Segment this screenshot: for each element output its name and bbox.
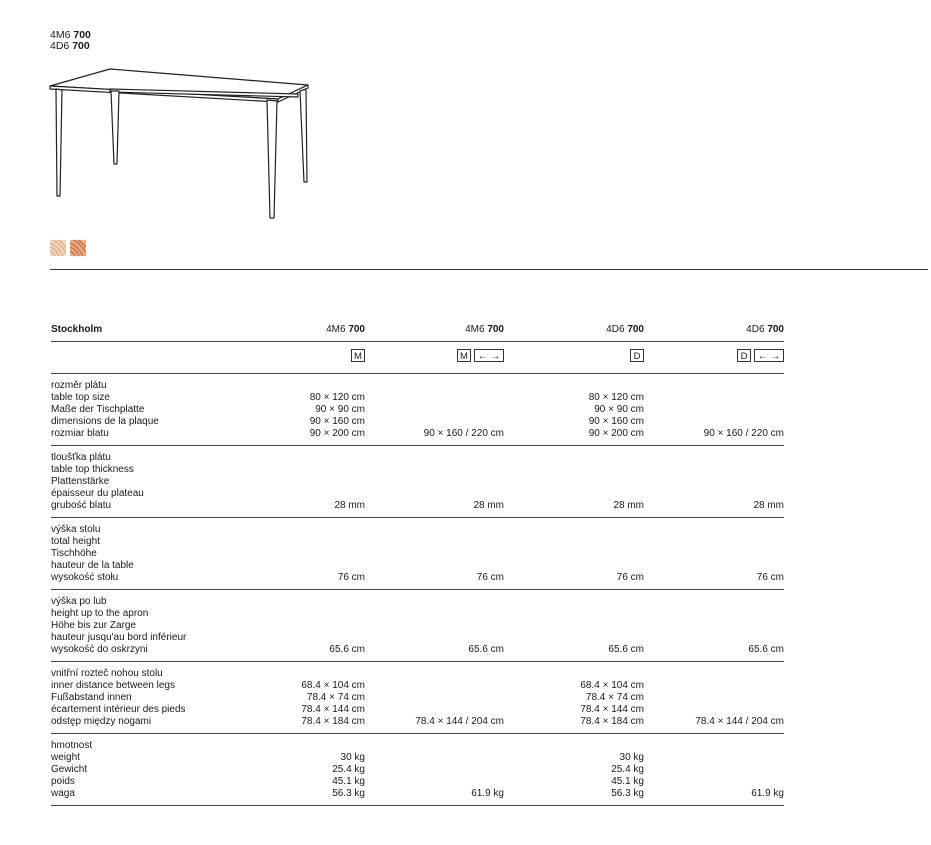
spec-value-column bbox=[580, 668, 644, 728]
spec-value: 30 kg bbox=[619, 752, 644, 763]
spec-value: 90 × 160 / 220 cm bbox=[423, 428, 504, 439]
spec-value: 68.4 × 104 cm bbox=[301, 680, 365, 691]
spacer bbox=[334, 488, 365, 500]
spacer bbox=[617, 524, 644, 536]
wood-swatch-dark bbox=[70, 240, 86, 256]
spacer bbox=[757, 524, 784, 536]
spacer bbox=[329, 596, 365, 608]
spacer bbox=[329, 608, 365, 620]
spec-row bbox=[51, 590, 784, 662]
spec-value: 30 kg bbox=[340, 752, 365, 763]
spacer bbox=[751, 752, 784, 764]
spec-value: 90 × 200 cm bbox=[309, 428, 365, 439]
spec-value: 25.4 kg bbox=[332, 764, 365, 775]
spacer bbox=[748, 596, 784, 608]
spacer bbox=[748, 620, 784, 632]
spec-label: hauteur de la table bbox=[51, 560, 134, 571]
spacer bbox=[751, 776, 784, 788]
spacer bbox=[704, 416, 784, 428]
spacer bbox=[471, 752, 504, 764]
spec-label: hauteur jusqu'au bord inférieur bbox=[51, 632, 187, 643]
spacer bbox=[338, 536, 365, 548]
spacer bbox=[471, 740, 504, 752]
spec-value-column bbox=[329, 596, 365, 656]
material-swatches bbox=[50, 240, 86, 256]
spec-label: inner distance between legs bbox=[51, 680, 175, 691]
extendable-arrows-icon: ← → bbox=[754, 349, 784, 362]
spacer bbox=[468, 632, 504, 644]
spec-value-column bbox=[468, 596, 504, 656]
spec-value: 65.6 cm bbox=[748, 644, 784, 655]
spacer bbox=[613, 488, 644, 500]
table-illustration bbox=[48, 66, 313, 221]
spacer bbox=[580, 668, 644, 680]
spec-label: vnitřní rozteč nohou stolu bbox=[51, 668, 163, 679]
spacer bbox=[415, 668, 504, 680]
spec-row bbox=[51, 446, 784, 518]
spec-value-column bbox=[589, 380, 644, 440]
spec-value-column bbox=[748, 596, 784, 656]
spec-value: 76 cm bbox=[756, 572, 784, 583]
spec-row bbox=[51, 374, 784, 446]
spec-row-labels bbox=[51, 740, 92, 800]
column-icons bbox=[457, 349, 504, 362]
spec-label: wysokość stołu bbox=[51, 572, 119, 583]
spec-row-labels bbox=[51, 524, 134, 584]
spec-value: 25.4 kg bbox=[611, 764, 644, 775]
spec-value: 28 mm bbox=[334, 500, 365, 511]
spec-data-rows bbox=[51, 374, 784, 806]
spec-label: výška po lub bbox=[51, 596, 107, 607]
column-icons bbox=[630, 349, 644, 362]
spec-row-labels bbox=[51, 668, 186, 728]
spec-label: table top thickness bbox=[51, 464, 134, 475]
section-divider bbox=[50, 269, 928, 270]
product-codes bbox=[50, 30, 91, 52]
column-icons bbox=[351, 349, 365, 362]
spacer bbox=[468, 620, 504, 632]
spacer bbox=[310, 380, 365, 392]
spec-value-column bbox=[751, 740, 784, 800]
spec-label: height up to the apron bbox=[51, 608, 149, 619]
series-title: Stockholm bbox=[51, 324, 103, 335]
spec-value-column bbox=[310, 380, 365, 440]
spec-label: rozmiar blatu bbox=[51, 428, 109, 439]
spacer bbox=[704, 404, 784, 416]
spec-value-column bbox=[611, 740, 644, 800]
spec-value-column bbox=[757, 524, 784, 584]
spec-label: tloušťka plátu bbox=[51, 452, 111, 463]
spec-value-column bbox=[301, 668, 365, 728]
spec-table bbox=[51, 322, 784, 806]
spacer bbox=[468, 608, 504, 620]
spacer bbox=[748, 608, 784, 620]
column-header: 4D6 700 bbox=[746, 324, 784, 335]
spacer bbox=[617, 560, 644, 572]
spacer bbox=[338, 524, 365, 536]
spec-label: weight bbox=[51, 752, 80, 763]
spec-label: odstęp między nogami bbox=[51, 716, 152, 727]
column-icons bbox=[737, 349, 784, 362]
spacer bbox=[695, 680, 784, 692]
leg-type-icon: M bbox=[457, 349, 471, 362]
spec-value: 78.4 × 74 cm bbox=[306, 692, 365, 703]
spec-value: 78.4 × 184 cm bbox=[580, 716, 644, 727]
spec-label: Fußabstand innen bbox=[51, 692, 132, 703]
spacer bbox=[415, 680, 504, 692]
spacer bbox=[748, 632, 784, 644]
spec-value-column bbox=[415, 668, 504, 728]
spec-value: 61.9 kg bbox=[751, 788, 784, 799]
spacer bbox=[704, 392, 784, 404]
column-header: 4M6 700 bbox=[465, 324, 504, 335]
spec-icon-row bbox=[51, 342, 784, 374]
spec-value-column bbox=[753, 452, 784, 512]
spec-label: waga bbox=[51, 788, 75, 799]
spec-value: 90 × 160 / 220 cm bbox=[703, 428, 784, 439]
spec-value: 78.4 × 144 cm bbox=[301, 704, 365, 715]
spec-label: Gewicht bbox=[51, 764, 88, 775]
spec-value: 76 cm bbox=[616, 572, 644, 583]
spacer bbox=[753, 476, 784, 488]
spacer bbox=[473, 464, 504, 476]
product-code-1: 4M6 700 bbox=[50, 29, 91, 41]
spacer bbox=[611, 740, 644, 752]
spacer bbox=[613, 464, 644, 476]
spacer bbox=[617, 548, 644, 560]
spec-value: 90 × 160 cm bbox=[309, 416, 365, 427]
spacer bbox=[757, 560, 784, 572]
spec-value-column bbox=[332, 740, 365, 800]
spacer bbox=[424, 416, 504, 428]
spec-value: 65.6 cm bbox=[468, 644, 504, 655]
spec-label: Maße der Tischplatte bbox=[51, 404, 145, 415]
spec-row-labels bbox=[51, 596, 186, 656]
spec-value: 28 mm bbox=[613, 500, 644, 511]
spec-value: 76 cm bbox=[337, 572, 365, 583]
spacer bbox=[329, 620, 365, 632]
leg-type-icon: D bbox=[630, 349, 644, 362]
spacer bbox=[613, 476, 644, 488]
extendable-arrows-icon: ← → bbox=[474, 349, 504, 362]
spec-row bbox=[51, 734, 784, 806]
spacer bbox=[757, 548, 784, 560]
spec-row-labels bbox=[51, 380, 159, 440]
spacer bbox=[751, 764, 784, 776]
spacer bbox=[695, 668, 784, 680]
spec-value-column bbox=[473, 452, 504, 512]
spacer bbox=[753, 452, 784, 464]
spacer bbox=[301, 668, 365, 680]
spacer bbox=[751, 740, 784, 752]
spec-label: épaisseur du plateau bbox=[51, 488, 144, 499]
spacer bbox=[477, 536, 504, 548]
spacer bbox=[589, 380, 644, 392]
spec-value: 90 × 200 cm bbox=[588, 428, 644, 439]
spec-value: 28 mm bbox=[753, 500, 784, 511]
spacer bbox=[415, 692, 504, 704]
spec-label: wysokość do oskrzyni bbox=[51, 644, 148, 655]
spacer bbox=[473, 452, 504, 464]
column-header: 4M6 700 bbox=[326, 324, 365, 335]
wood-swatch-light bbox=[50, 240, 66, 256]
spec-row bbox=[51, 518, 784, 590]
spacer bbox=[473, 476, 504, 488]
spec-value: 56.3 kg bbox=[332, 788, 365, 799]
spec-label: dimensions de la plaque bbox=[51, 416, 159, 427]
spec-value-column bbox=[704, 380, 784, 440]
spec-value: 90 × 90 cm bbox=[315, 404, 365, 415]
spacer bbox=[415, 704, 504, 716]
spec-value-column bbox=[334, 452, 365, 512]
spec-value-column bbox=[608, 596, 644, 656]
spec-value: 56.3 kg bbox=[611, 788, 644, 799]
spec-value: 45.1 kg bbox=[332, 776, 365, 787]
spacer bbox=[608, 608, 644, 620]
product-code-2: 4D6 700 bbox=[50, 40, 90, 52]
spacer bbox=[473, 488, 504, 500]
spec-value: 68.4 × 104 cm bbox=[580, 680, 644, 691]
spacer bbox=[753, 464, 784, 476]
spacer bbox=[608, 620, 644, 632]
leg-type-icon: M bbox=[351, 349, 365, 362]
spacer bbox=[468, 596, 504, 608]
spacer bbox=[608, 596, 644, 608]
spacer bbox=[424, 404, 504, 416]
spec-value-column bbox=[613, 452, 644, 512]
spec-value-column bbox=[617, 524, 644, 584]
spec-value: 78.4 × 144 cm bbox=[580, 704, 644, 715]
spacer bbox=[753, 488, 784, 500]
spec-value: 65.6 cm bbox=[608, 644, 644, 655]
spec-label: Plattenstärke bbox=[51, 476, 110, 487]
spec-label: rozměr plátu bbox=[51, 380, 107, 391]
spacer bbox=[329, 632, 365, 644]
spacer bbox=[334, 464, 365, 476]
spacer bbox=[424, 380, 504, 392]
spec-value: 90 × 160 cm bbox=[588, 416, 644, 427]
spec-value: 76 cm bbox=[476, 572, 504, 583]
spec-value: 65.6 cm bbox=[329, 644, 365, 655]
spec-value-column bbox=[338, 524, 365, 584]
spec-label: Tischhöhe bbox=[51, 548, 97, 559]
spec-value-column bbox=[471, 740, 504, 800]
spacer bbox=[477, 548, 504, 560]
spacer bbox=[424, 392, 504, 404]
spec-label: poids bbox=[51, 776, 75, 787]
spacer bbox=[477, 560, 504, 572]
spec-value: 28 mm bbox=[473, 500, 504, 511]
spec-header-row bbox=[51, 322, 784, 342]
spacer bbox=[471, 776, 504, 788]
spacer bbox=[613, 452, 644, 464]
column-header: 4D6 700 bbox=[606, 324, 644, 335]
spec-value: 78.4 × 144 / 204 cm bbox=[415, 716, 504, 727]
spacer bbox=[334, 452, 365, 464]
spacer bbox=[338, 560, 365, 572]
spec-value: 78.4 × 144 / 204 cm bbox=[695, 716, 784, 727]
spec-value: 78.4 × 184 cm bbox=[301, 716, 365, 727]
spacer bbox=[695, 704, 784, 716]
spec-value: 80 × 120 cm bbox=[309, 392, 365, 403]
spec-row bbox=[51, 662, 784, 734]
spacer bbox=[338, 548, 365, 560]
spec-label: table top size bbox=[51, 392, 110, 403]
spec-value: 80 × 120 cm bbox=[588, 392, 644, 403]
spacer bbox=[477, 524, 504, 536]
spacer bbox=[332, 740, 365, 752]
spacer bbox=[757, 536, 784, 548]
spec-value: 61.9 kg bbox=[471, 788, 504, 799]
spec-value-column bbox=[477, 524, 504, 584]
spec-value: 45.1 kg bbox=[611, 776, 644, 787]
spacer bbox=[608, 632, 644, 644]
spec-label: hmotnost bbox=[51, 740, 93, 751]
spacer bbox=[704, 380, 784, 392]
spacer bbox=[617, 536, 644, 548]
spec-label: výška stolu bbox=[51, 524, 101, 535]
spacer bbox=[334, 476, 365, 488]
leg-type-icon: D bbox=[737, 349, 751, 362]
spec-value-column bbox=[424, 380, 504, 440]
spacer bbox=[695, 692, 784, 704]
spec-label: total height bbox=[51, 536, 100, 547]
spec-label: Höhe bis zur Zarge bbox=[51, 620, 137, 631]
spec-value: 90 × 90 cm bbox=[594, 404, 644, 415]
spec-label: grubość blatu bbox=[51, 500, 112, 511]
spec-value-column bbox=[695, 668, 784, 728]
spec-row-labels bbox=[51, 452, 144, 512]
spacer bbox=[471, 764, 504, 776]
spec-label: écartement intérieur des pieds bbox=[51, 704, 186, 715]
spec-value: 78.4 × 74 cm bbox=[585, 692, 644, 703]
